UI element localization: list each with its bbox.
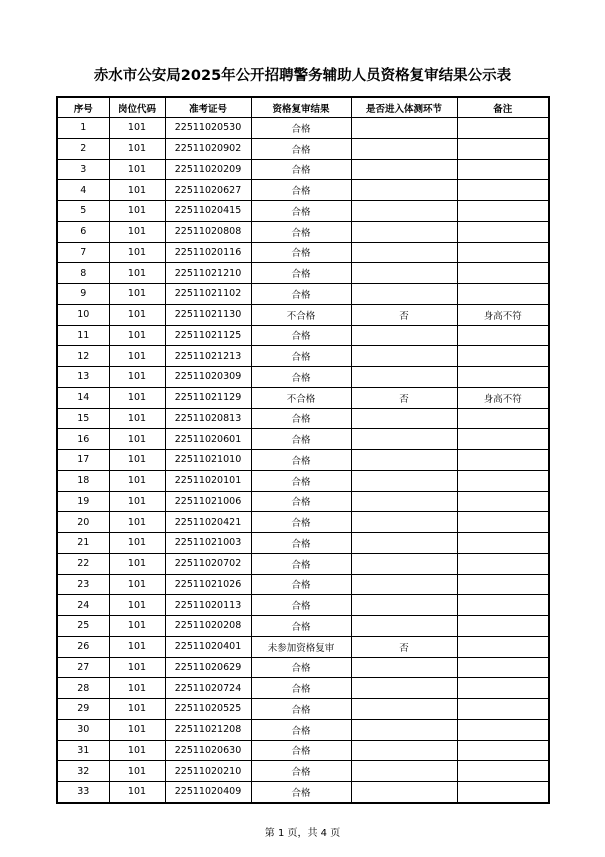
cell-review-result: 合格 — [251, 491, 351, 512]
cell-physical-test — [351, 180, 457, 201]
cell-review-result: 合格 — [251, 221, 351, 242]
cell-physical-test — [351, 595, 457, 616]
cell-exam-number: 22511021213 — [165, 346, 251, 367]
cell-physical-test — [351, 678, 457, 699]
header-index: 序号 — [57, 97, 109, 118]
cell-physical-test — [351, 782, 457, 803]
page-footer: 第 1 页，共 4 页 — [264, 828, 341, 839]
cell-remarks — [457, 346, 549, 367]
cell-post-code: 101 — [109, 180, 165, 201]
cell-post-code: 101 — [109, 636, 165, 657]
cell-physical-test — [351, 346, 457, 367]
cell-review-result: 合格 — [251, 429, 351, 450]
cell-review-result: 合格 — [251, 346, 351, 367]
cell-post-code: 101 — [109, 470, 165, 491]
cell-exam-number: 22511021208 — [165, 719, 251, 740]
document-title: 赤水市公安局2025年公开招聘警务辅助人员资格复审结果公示表 — [93, 68, 512, 84]
table-row — [57, 221, 549, 242]
cell-review-result: 合格 — [251, 284, 351, 305]
cell-remarks — [457, 450, 549, 471]
cell-review-result: 合格 — [251, 450, 351, 471]
table-row — [57, 138, 549, 159]
cell-remarks — [457, 699, 549, 720]
table-row — [57, 574, 549, 595]
table-row — [57, 740, 549, 761]
cell-index: 16 — [57, 429, 109, 450]
cell-exam-number: 22511021130 — [165, 304, 251, 325]
cell-remarks — [457, 782, 549, 803]
cell-remarks — [457, 159, 549, 180]
cell-remarks — [457, 284, 549, 305]
cell-remarks — [457, 470, 549, 491]
cell-post-code: 101 — [109, 367, 165, 388]
cell-physical-test — [351, 221, 457, 242]
cell-exam-number: 22511020401 — [165, 636, 251, 657]
table-row — [57, 761, 549, 782]
cell-physical-test — [351, 719, 457, 740]
table-row — [57, 242, 549, 263]
cell-remarks: 身高不符 — [457, 304, 549, 325]
table-row — [57, 304, 549, 325]
cell-remarks — [457, 180, 549, 201]
cell-physical-test — [351, 408, 457, 429]
cell-exam-number: 22511020101 — [165, 470, 251, 491]
cell-exam-number: 22511021010 — [165, 450, 251, 471]
cell-review-result: 不合格 — [251, 387, 351, 408]
header-review-result: 资格复审结果 — [251, 97, 351, 118]
table-row — [57, 408, 549, 429]
cell-post-code: 101 — [109, 138, 165, 159]
table-row — [57, 616, 549, 637]
header-physical-test: 是否进入体测环节 — [351, 97, 457, 118]
cell-review-result: 合格 — [251, 740, 351, 761]
cell-review-result: 合格 — [251, 408, 351, 429]
cell-review-result: 合格 — [251, 595, 351, 616]
cell-exam-number: 22511021006 — [165, 491, 251, 512]
cell-exam-number: 22511020409 — [165, 782, 251, 803]
cell-post-code: 101 — [109, 719, 165, 740]
cell-remarks — [457, 512, 549, 533]
cell-review-result: 未参加资格复审 — [251, 636, 351, 657]
cell-review-result: 合格 — [251, 719, 351, 740]
cell-index: 3 — [57, 159, 109, 180]
cell-exam-number: 22511020902 — [165, 138, 251, 159]
cell-physical-test — [351, 512, 457, 533]
cell-physical-test: 否 — [351, 636, 457, 657]
cell-remarks — [457, 325, 549, 346]
cell-remarks: 身高不符 — [457, 387, 549, 408]
cell-physical-test — [351, 470, 457, 491]
cell-review-result: 合格 — [251, 201, 351, 222]
cell-post-code: 101 — [109, 118, 165, 139]
cell-exam-number: 22511020116 — [165, 242, 251, 263]
cell-index: 12 — [57, 346, 109, 367]
table-row — [57, 201, 549, 222]
cell-exam-number: 22511020210 — [165, 761, 251, 782]
cell-review-result: 合格 — [251, 533, 351, 554]
cell-remarks — [457, 491, 549, 512]
cell-review-result: 合格 — [251, 367, 351, 388]
cell-post-code: 101 — [109, 553, 165, 574]
cell-physical-test — [351, 491, 457, 512]
cell-remarks — [457, 367, 549, 388]
cell-remarks — [457, 533, 549, 554]
cell-post-code: 101 — [109, 491, 165, 512]
cell-index: 10 — [57, 304, 109, 325]
cell-post-code: 101 — [109, 263, 165, 284]
cell-review-result: 合格 — [251, 118, 351, 139]
cell-exam-number: 22511020627 — [165, 180, 251, 201]
table-row — [57, 553, 549, 574]
cell-review-result: 合格 — [251, 678, 351, 699]
cell-physical-test — [351, 263, 457, 284]
table-row — [57, 263, 549, 284]
cell-index: 8 — [57, 263, 109, 284]
cell-remarks — [457, 221, 549, 242]
cell-review-result: 合格 — [251, 616, 351, 637]
cell-exam-number: 22511020808 — [165, 221, 251, 242]
cell-physical-test — [351, 367, 457, 388]
cell-physical-test — [351, 284, 457, 305]
cell-physical-test: 否 — [351, 304, 457, 325]
table-row — [57, 284, 549, 305]
cell-review-result: 合格 — [251, 512, 351, 533]
cell-exam-number: 22511020630 — [165, 740, 251, 761]
cell-remarks — [457, 242, 549, 263]
cell-physical-test — [351, 574, 457, 595]
cell-physical-test: 否 — [351, 387, 457, 408]
table-row — [57, 429, 549, 450]
cell-index: 29 — [57, 699, 109, 720]
cell-remarks — [457, 678, 549, 699]
cell-review-result: 合格 — [251, 325, 351, 346]
cell-physical-test — [351, 740, 457, 761]
cell-post-code: 101 — [109, 782, 165, 803]
cell-remarks — [457, 657, 549, 678]
cell-remarks — [457, 263, 549, 284]
cell-physical-test — [351, 450, 457, 471]
cell-post-code: 101 — [109, 346, 165, 367]
cell-index: 5 — [57, 201, 109, 222]
results-table — [56, 96, 550, 804]
cell-index: 9 — [57, 284, 109, 305]
cell-remarks — [457, 201, 549, 222]
cell-index: 17 — [57, 450, 109, 471]
table-row — [57, 657, 549, 678]
table-row — [57, 325, 549, 346]
table-row — [57, 491, 549, 512]
cell-physical-test — [351, 118, 457, 139]
header-post-code: 岗位代码 — [109, 97, 165, 118]
cell-exam-number: 22511020208 — [165, 616, 251, 637]
cell-physical-test — [351, 616, 457, 637]
cell-physical-test — [351, 159, 457, 180]
cell-remarks — [457, 595, 549, 616]
cell-review-result: 不合格 — [251, 304, 351, 325]
cell-remarks — [457, 553, 549, 574]
cell-physical-test — [351, 761, 457, 782]
cell-exam-number: 22511021003 — [165, 533, 251, 554]
header-exam-number: 准考证号 — [165, 97, 251, 118]
cell-post-code: 101 — [109, 429, 165, 450]
cell-physical-test — [351, 699, 457, 720]
cell-post-code: 101 — [109, 201, 165, 222]
cell-exam-number: 22511021210 — [165, 263, 251, 284]
cell-index: 33 — [57, 782, 109, 803]
cell-exam-number: 22511020525 — [165, 699, 251, 720]
header-row — [57, 97, 549, 118]
cell-review-result: 合格 — [251, 553, 351, 574]
cell-index: 21 — [57, 533, 109, 554]
cell-remarks — [457, 740, 549, 761]
cell-review-result: 合格 — [251, 657, 351, 678]
cell-review-result: 合格 — [251, 574, 351, 595]
cell-index: 19 — [57, 491, 109, 512]
table-row — [57, 636, 549, 657]
cell-post-code: 101 — [109, 221, 165, 242]
cell-remarks — [457, 616, 549, 637]
cell-index: 1 — [57, 118, 109, 139]
table-row — [57, 699, 549, 720]
table-row — [57, 159, 549, 180]
cell-exam-number: 22511020702 — [165, 553, 251, 574]
cell-physical-test — [351, 553, 457, 574]
cell-post-code: 101 — [109, 242, 165, 263]
cell-physical-test — [351, 657, 457, 678]
table-row — [57, 533, 549, 554]
cell-exam-number: 22511020813 — [165, 408, 251, 429]
table-header — [57, 97, 549, 118]
cell-physical-test — [351, 325, 457, 346]
cell-physical-test — [351, 201, 457, 222]
header-remarks: 备注 — [457, 97, 549, 118]
cell-remarks — [457, 118, 549, 139]
cell-index: 20 — [57, 512, 109, 533]
cell-index: 27 — [57, 657, 109, 678]
cell-remarks — [457, 574, 549, 595]
cell-exam-number: 22511020113 — [165, 595, 251, 616]
cell-exam-number: 22511020629 — [165, 657, 251, 678]
cell-post-code: 101 — [109, 284, 165, 305]
cell-review-result: 合格 — [251, 242, 351, 263]
cell-exam-number: 22511020309 — [165, 367, 251, 388]
table-row — [57, 595, 549, 616]
cell-exam-number: 22511020724 — [165, 678, 251, 699]
cell-review-result: 合格 — [251, 761, 351, 782]
cell-physical-test — [351, 429, 457, 450]
table-row — [57, 346, 549, 367]
cell-exam-number: 22511021125 — [165, 325, 251, 346]
cell-post-code: 101 — [109, 574, 165, 595]
cell-remarks — [457, 408, 549, 429]
cell-index: 18 — [57, 470, 109, 491]
cell-physical-test — [351, 242, 457, 263]
cell-index: 13 — [57, 367, 109, 388]
cell-index: 15 — [57, 408, 109, 429]
cell-index: 6 — [57, 221, 109, 242]
cell-index: 24 — [57, 595, 109, 616]
cell-exam-number: 22511020601 — [165, 429, 251, 450]
cell-post-code: 101 — [109, 699, 165, 720]
cell-post-code: 101 — [109, 387, 165, 408]
cell-post-code: 101 — [109, 159, 165, 180]
table-row — [57, 512, 549, 533]
cell-index: 2 — [57, 138, 109, 159]
cell-review-result: 合格 — [251, 159, 351, 180]
table-row — [57, 367, 549, 388]
cell-post-code: 101 — [109, 657, 165, 678]
table-row — [57, 719, 549, 740]
cell-post-code: 101 — [109, 740, 165, 761]
cell-exam-number: 22511020415 — [165, 201, 251, 222]
table-row — [57, 180, 549, 201]
cell-post-code: 101 — [109, 678, 165, 699]
cell-remarks — [457, 636, 549, 657]
cell-post-code: 101 — [109, 325, 165, 346]
cell-index: 30 — [57, 719, 109, 740]
table-body — [57, 118, 549, 803]
table-row — [57, 470, 549, 491]
cell-remarks — [457, 429, 549, 450]
cell-index: 4 — [57, 180, 109, 201]
table-row — [57, 387, 549, 408]
cell-post-code: 101 — [109, 616, 165, 637]
cell-index: 25 — [57, 616, 109, 637]
cell-remarks — [457, 138, 549, 159]
table-row — [57, 450, 549, 471]
cell-review-result: 合格 — [251, 180, 351, 201]
cell-post-code: 101 — [109, 595, 165, 616]
cell-index: 26 — [57, 636, 109, 657]
cell-index: 22 — [57, 553, 109, 574]
cell-post-code: 101 — [109, 408, 165, 429]
cell-index: 32 — [57, 761, 109, 782]
cell-physical-test — [351, 533, 457, 554]
table-row — [57, 118, 549, 139]
cell-post-code: 101 — [109, 512, 165, 533]
cell-exam-number: 22511020209 — [165, 159, 251, 180]
cell-post-code: 101 — [109, 450, 165, 471]
cell-exam-number: 22511020530 — [165, 118, 251, 139]
cell-exam-number: 22511021102 — [165, 284, 251, 305]
cell-index: 7 — [57, 242, 109, 263]
cell-post-code: 101 — [109, 304, 165, 325]
cell-exam-number: 22511021026 — [165, 574, 251, 595]
cell-index: 23 — [57, 574, 109, 595]
cell-review-result: 合格 — [251, 470, 351, 491]
cell-remarks — [457, 719, 549, 740]
cell-index: 28 — [57, 678, 109, 699]
cell-post-code: 101 — [109, 533, 165, 554]
cell-review-result: 合格 — [251, 699, 351, 720]
cell-index: 31 — [57, 740, 109, 761]
cell-exam-number: 22511020421 — [165, 512, 251, 533]
table-row — [57, 678, 549, 699]
cell-post-code: 101 — [109, 761, 165, 782]
cell-physical-test — [351, 138, 457, 159]
cell-review-result: 合格 — [251, 782, 351, 803]
cell-exam-number: 22511021129 — [165, 387, 251, 408]
cell-review-result: 合格 — [251, 263, 351, 284]
cell-remarks — [457, 761, 549, 782]
cell-index: 14 — [57, 387, 109, 408]
cell-index: 11 — [57, 325, 109, 346]
table-row — [57, 782, 549, 803]
cell-review-result: 合格 — [251, 138, 351, 159]
